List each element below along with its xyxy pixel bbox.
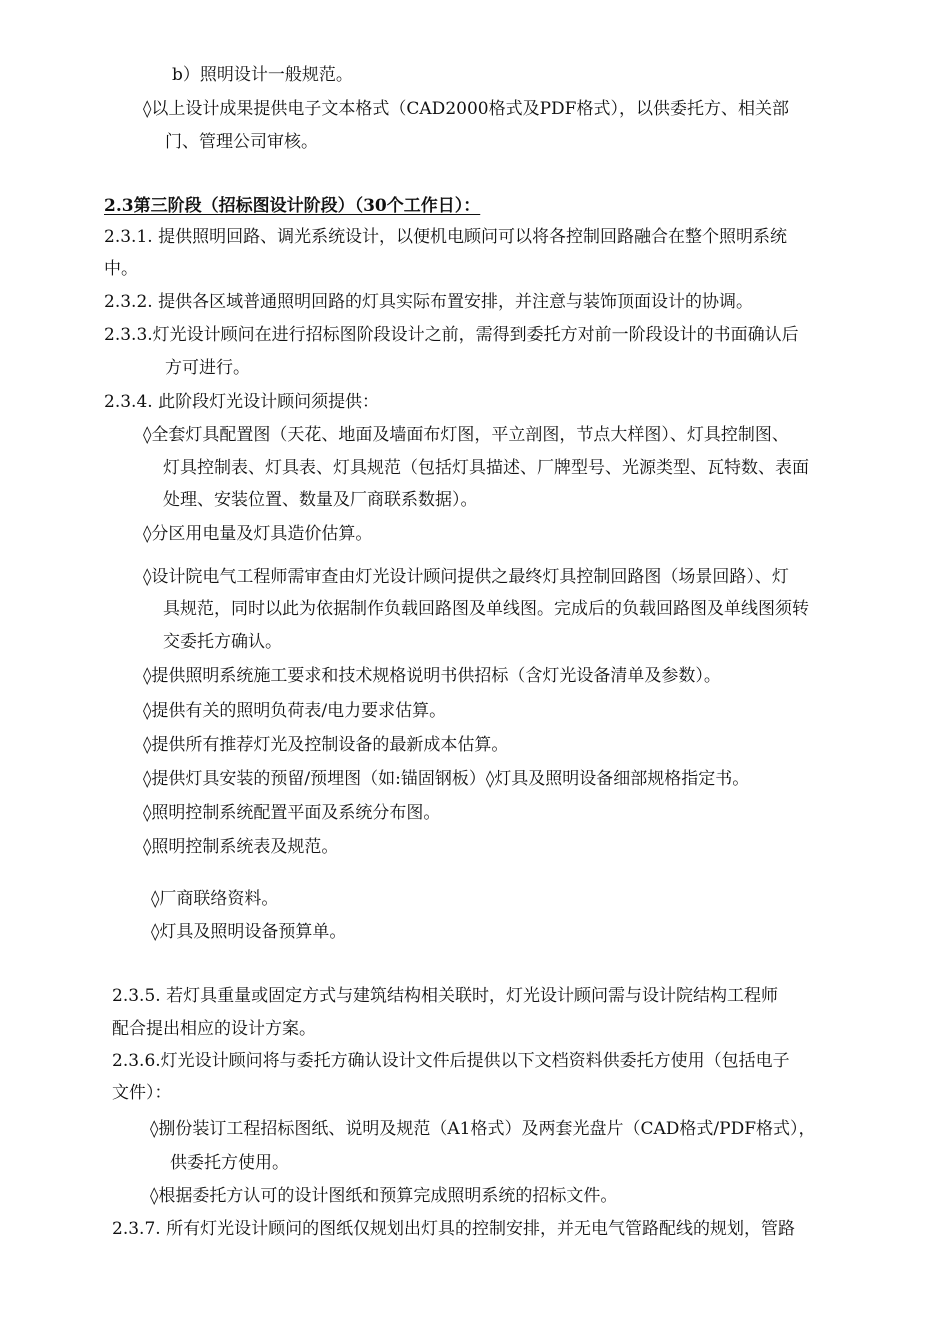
list-item: ◊提供灯具安装的预留/预埋图（如:锚固钢板）◊灯具及照明设备细部规格指定书。 [143,769,750,789]
text-line: 2.3.7. 所有灯光设计顾问的图纸仅规划出灯具的控制安排，并无电气管路配线的规划，管路 [112,1219,796,1239]
text-line: 具规范，同时以此为依据制作负载回路图及单线图。完成后的负载回路图及单线图须转 [163,599,809,619]
text-line: 供委托方使用。 [170,1153,289,1173]
text-line: 交委托方确认。 [163,632,282,652]
list-item: ◊设计院电气工程师需审查由灯光设计顾问提供之最终灯具控制回路图（场景回路）、灯 [143,567,789,587]
text-line: ◊以上设计成果提供电子文本格式（CAD2000格式及PDF格式），以供委托方、相关部 [143,99,789,119]
list-item: ◊提供照明系统施工要求和技术规格说明书供招标（含灯光设备清单及参数）。 [143,666,721,686]
text-line: 灯具控制表、灯具表、灯具规范（包括灯具描述、厂牌型号、光源类型、瓦特数、表面 [163,458,809,478]
list-item: ◊提供所有推荐灯光及控制设备的最新成本估算。 [143,735,509,755]
list-item: ◊灯具及照明设备预算单。 [151,922,347,942]
list-item: ◊全套灯具配置图（天花、地面及墙面布灯图，平立剖图，节点大样图）、灯具控制图、 [143,425,789,445]
list-item: ◊根据委托方认可的设计图纸和预算完成照明系统的招标文件。 [150,1186,618,1206]
text-line: 2.3.3.灯光设计顾问在进行招标图阶段设计之前，需得到委托方对前一阶段设计的书面确认后 [104,325,799,345]
text-line: 文件）： [112,1083,172,1103]
text-line: b）照明设计一般规范。 [172,65,353,85]
text-line: 2.3.6.灯光设计顾问将与委托方确认设计文件后提供以下文档资料供委托方使用（包括电子 [112,1051,790,1071]
text-line: 门、管理公司审核。 [165,132,318,152]
list-item: ◊提供有关的照明负荷表/电力要求估算。 [143,701,447,721]
list-item: ◊照明控制系统表及规范。 [143,837,339,857]
text-line: 2.3.4. 此阶段灯光设计顾问须提供： [104,392,380,412]
text-line: 方可进行。 [165,358,250,378]
section-heading: 2.3第三阶段（招标图设计阶段）（30个工作日）： [104,196,481,216]
text-line: 2.3.5. 若灯具重量或固定方式与建筑结构相关联时，灯光设计顾问需与设计院结构工程师 [112,986,779,1006]
list-item: ◊分区用电量及灯具造价估算。 [143,524,373,544]
text-line: 2.3.2. 提供各区域普通照明回路的灯具实际布置安排，并注意与装饰顶面设计的协调。 [104,292,754,312]
text-line: 处理、安装位置、数量及厂商联系数据）。 [163,490,478,510]
list-item: ◊捌份装订工程招标图纸、说明及规范（A1格式）及两套光盘片（CAD格式/PDF格式）， [150,1119,816,1139]
list-item: ◊厂商联络资料。 [151,889,279,909]
text-line: 中。 [104,259,138,279]
text-line: 配合提出相应的设计方案。 [112,1019,316,1039]
list-item: ◊照明控制系统配置平面及系统分布图。 [143,803,441,823]
text-line: 2.3.1. 提供照明回路、调光系统设计，以便机电顾问可以将各控制回路融合在整个照明系统 [104,227,788,247]
